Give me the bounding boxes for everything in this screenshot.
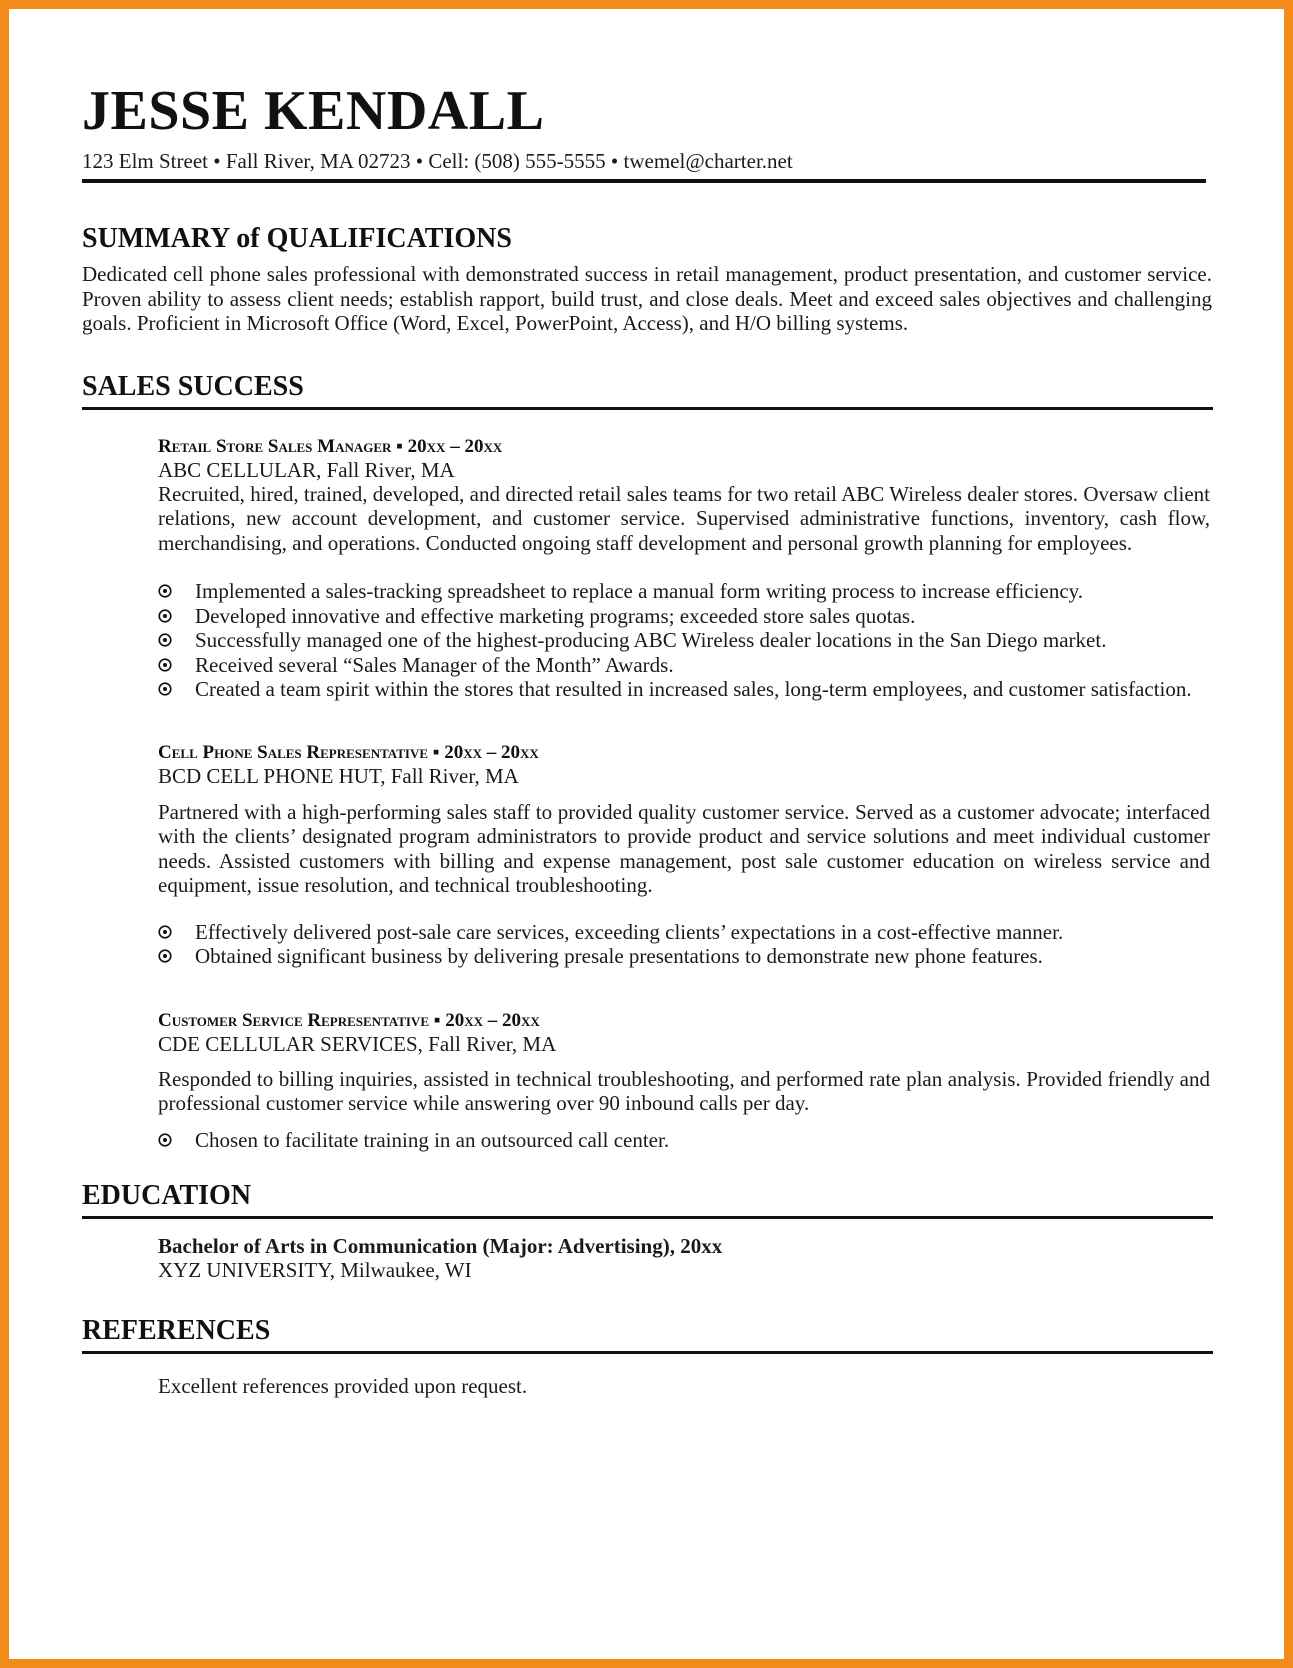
achievement-text: Successfully managed one of the highest-producing ABC Wireless dealer locations in the San Diego market. — [195, 628, 1107, 652]
circled-dot-bullet-icon — [158, 1133, 172, 1147]
achievement-item — [158, 1128, 1210, 1153]
achievement-item — [158, 920, 1210, 945]
references-section — [82, 1315, 1212, 1398]
summary-title: SUMMARY of QUALIFICATIONS — [82, 223, 512, 254]
achievement-text: Obtained significant business by delivering presale presentations to demonstrate new phone features. — [195, 944, 1043, 968]
contact-line: 123 Elm Street • Fall River, MA 02723 • Cell: (508) 555-5555 • twemel@charter.net — [82, 149, 793, 173]
job-title: Cell Phone Sales Representative ▪ 20xx – 20xx — [158, 741, 539, 763]
circled-dot-bullet-icon — [158, 633, 172, 647]
summary-text: Dedicated cell phone sales professional with demonstrated success in retail management, product presentation, and customer service. Proven ability to assess client needs; establish rapport, build trust, and close deals. Meet and exceed sales objectives and challenging goals. Proficient in Microsoft Office (Word, Excel, PowerPoint, Access), and H/O billing systems. — [82, 262, 1212, 335]
achievement-text: Created a team spirit within the stores that resulted in increased sales, long-term employees, and customer satisfaction. — [195, 677, 1192, 701]
references-text: Excellent references provided upon request. — [158, 1374, 528, 1398]
circled-dot-bullet-icon — [158, 682, 172, 696]
job-description: Partnered with a high-performing sales staff to provided quality customer service. Served as a customer advocate; interfaced with the clients’ designated program administrators to provide product and service solutions and meet individual customer needs. Assisted customers with billing and expense management, post sale customer education on wireless service and equipment, issue resolution, and technical troubleshooting. — [158, 799, 1210, 897]
circled-dot-bullet-icon — [158, 658, 172, 672]
sales-divider — [82, 407, 1213, 410]
job-title: Retail Store Sales Manager ▪ 20xx – 20xx — [158, 435, 503, 457]
achievement-item — [158, 628, 1210, 653]
job-achievements — [158, 579, 1210, 702]
achievement-item — [158, 944, 1210, 969]
references-title: REFERENCES — [82, 1315, 271, 1346]
job-achievements — [158, 920, 1210, 969]
circled-dot-bullet-icon — [158, 925, 172, 939]
job-entry — [158, 741, 1210, 969]
achievement-item — [158, 677, 1210, 702]
education-title: EDUCATION — [82, 1180, 252, 1211]
sales-section — [82, 371, 1212, 1153]
circled-dot-bullet-icon — [158, 609, 172, 623]
summary-section — [82, 223, 1212, 336]
job-entry — [158, 435, 1210, 702]
job-description: Responded to billing inquiries, assisted in technical troubleshooting, and performed rate plan analysis. Provided friendly and professional customer service while answering over 90 inbound calls per day. — [158, 1066, 1210, 1115]
job-achievements — [158, 1128, 1210, 1153]
achievement-text: Effectively delivered post-sale care services, exceeding clients’ expectations in a cost-effective manner. — [195, 919, 1064, 944]
job-entry — [158, 1009, 1210, 1153]
references-divider — [82, 1351, 1213, 1354]
achievement-item — [158, 604, 1210, 629]
candidate-name: JESSE KENDALL — [82, 80, 545, 142]
achievement-item — [158, 653, 1210, 678]
circled-dot-bullet-icon — [158, 949, 172, 963]
sales-title: SALES SUCCESS — [82, 370, 304, 402]
degree: Bachelor of Arts in Communication (Major: Advertising), 20xx — [158, 1234, 723, 1258]
resume-header — [82, 82, 1212, 183]
achievement-text: Chosen to facilitate training in an outsourced call center. — [195, 1127, 670, 1152]
school: XYZ UNIVERSITY, Milwaukee, WI — [158, 1258, 472, 1282]
job-company: CDE CELLULAR SERVICES, Fall River, MA — [158, 1031, 557, 1056]
job-description: Recruited, hired, trained, developed, and directed retail sales teams for two retail ABC Wireless dealer stores. Oversaw client relations, new account development, and customer service. Supervised administrative functions, inventory, cash flow, merchandising, and operations. Conducted ongoing staff development and personal growth planning for employees. — [158, 481, 1210, 555]
job-company: BCD CELL PHONE HUT, Fall River, MA — [158, 763, 519, 788]
education-divider — [82, 1216, 1213, 1219]
header-divider — [82, 179, 1206, 183]
achievement-text: Received several “Sales Manager of the Month” Awards. — [195, 652, 674, 677]
achievement-text: Implemented a sales-tracking spreadsheet to replace a manual form writing process to increase efficiency. — [195, 579, 1084, 603]
education-section — [82, 1180, 1212, 1282]
job-title: Customer Service Representative ▪ 20xx – 20xx — [158, 1009, 540, 1031]
achievement-item — [158, 579, 1210, 604]
resume-page — [82, 82, 1212, 1398]
circled-dot-bullet-icon — [158, 584, 172, 598]
education-entry — [158, 1234, 1210, 1282]
achievement-text: Developed innovative and effective marketing programs; exceeded store sales quotas. — [195, 603, 916, 628]
job-company: ABC CELLULAR, Fall River, MA — [158, 457, 455, 482]
